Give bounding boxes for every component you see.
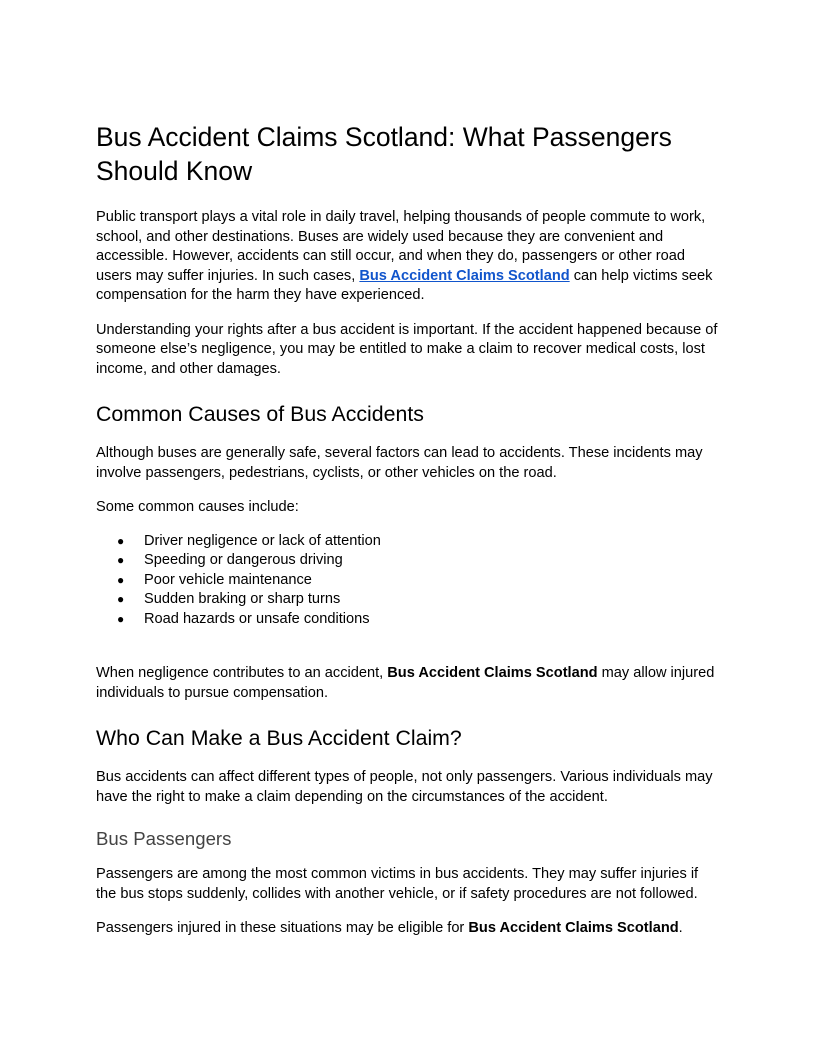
causes-p3-text-before: When negligence contributes to an accident, <box>96 665 388 681</box>
causes-list <box>96 532 720 630</box>
who-paragraph-1: Bus accidents can affect different types of people, not only passengers. Various individuals may have the right to make a claim depending on the circumstances of the accident. <box>96 769 713 805</box>
who-p3-text-before: Passengers injured in these situations may be eligible for <box>96 920 469 936</box>
list-item-text: Sudden braking or sharp turns <box>144 591 341 607</box>
causes-paragraph-2: Some common causes include: <box>96 499 299 515</box>
who-heading: Who Can Make a Bus Accident Claim? <box>96 726 462 750</box>
intro-paragraph-2: Understanding your rights after a bus accident is important. If the accident happened because of someone else’s negligence, you may be entitled to make a claim to recover medical costs, lost income, and other damages. <box>96 321 718 377</box>
bullet-icon: ● <box>117 611 125 626</box>
intro-text-before-link: Public transport plays a vital role in daily travel, helping thousands of people commute to work, school, and other destinations. Buses are widely used because they are convenient and accessible. However, accidents can still occur, and when they do, passengers or other road users may suffer injuries. In such cases, <box>96 209 706 284</box>
causes-paragraph-1: Although buses are generally safe, several factors can lead to accidents. These incidents may involve passengers, pedestrians, cyclists, or other vehicles on the road. <box>96 445 703 481</box>
list-item-text: Speeding or dangerous driving <box>144 552 343 568</box>
who-p3-text-after: . <box>678 920 683 936</box>
list-item <box>96 532 720 552</box>
who-paragraph-2: Passengers are among the most common victims in bus accidents. They may suffer injuries if the bus stops suddenly, collides with another vehicle, or if safety procedures are not followed. <box>96 866 699 902</box>
document-page <box>96 120 720 954</box>
intro-paragraph-1 <box>96 208 720 306</box>
bullet-icon: ● <box>117 533 125 548</box>
causes-paragraph-3 <box>96 664 720 703</box>
list-item <box>96 590 720 610</box>
bus-passengers-subheading: Bus Passengers <box>96 828 232 849</box>
who-p3-bold: Bus Accident Claims Scotland <box>468 920 679 936</box>
list-item-text: Road hazards or unsafe conditions <box>144 610 370 627</box>
intro-text-after-link: can help victims seek compensation for the harm they have experienced. <box>96 267 713 303</box>
bullet-icon: ● <box>117 572 125 587</box>
list-item <box>96 551 720 571</box>
bus-accident-claims-link[interactable]: Bus Accident Claims Scotland <box>359 267 570 284</box>
who-paragraph-3 <box>96 919 720 939</box>
list-item-text: Poor vehicle maintenance <box>144 571 312 588</box>
list-item <box>96 571 720 591</box>
causes-p3-bold: Bus Accident Claims Scotland <box>387 665 598 681</box>
causes-heading: Common Causes of Bus Accidents <box>96 402 424 426</box>
bullet-icon: ● <box>117 592 125 606</box>
list-item <box>96 610 720 630</box>
list-item-text: Driver negligence or lack of attention <box>144 532 381 549</box>
bullet-icon: ● <box>117 553 125 567</box>
causes-p3-text-after: may allow injured individuals to pursue compensation. <box>96 665 715 701</box>
document-title: Bus Accident Claims Scotland: What Passengers Should Know <box>96 122 672 186</box>
